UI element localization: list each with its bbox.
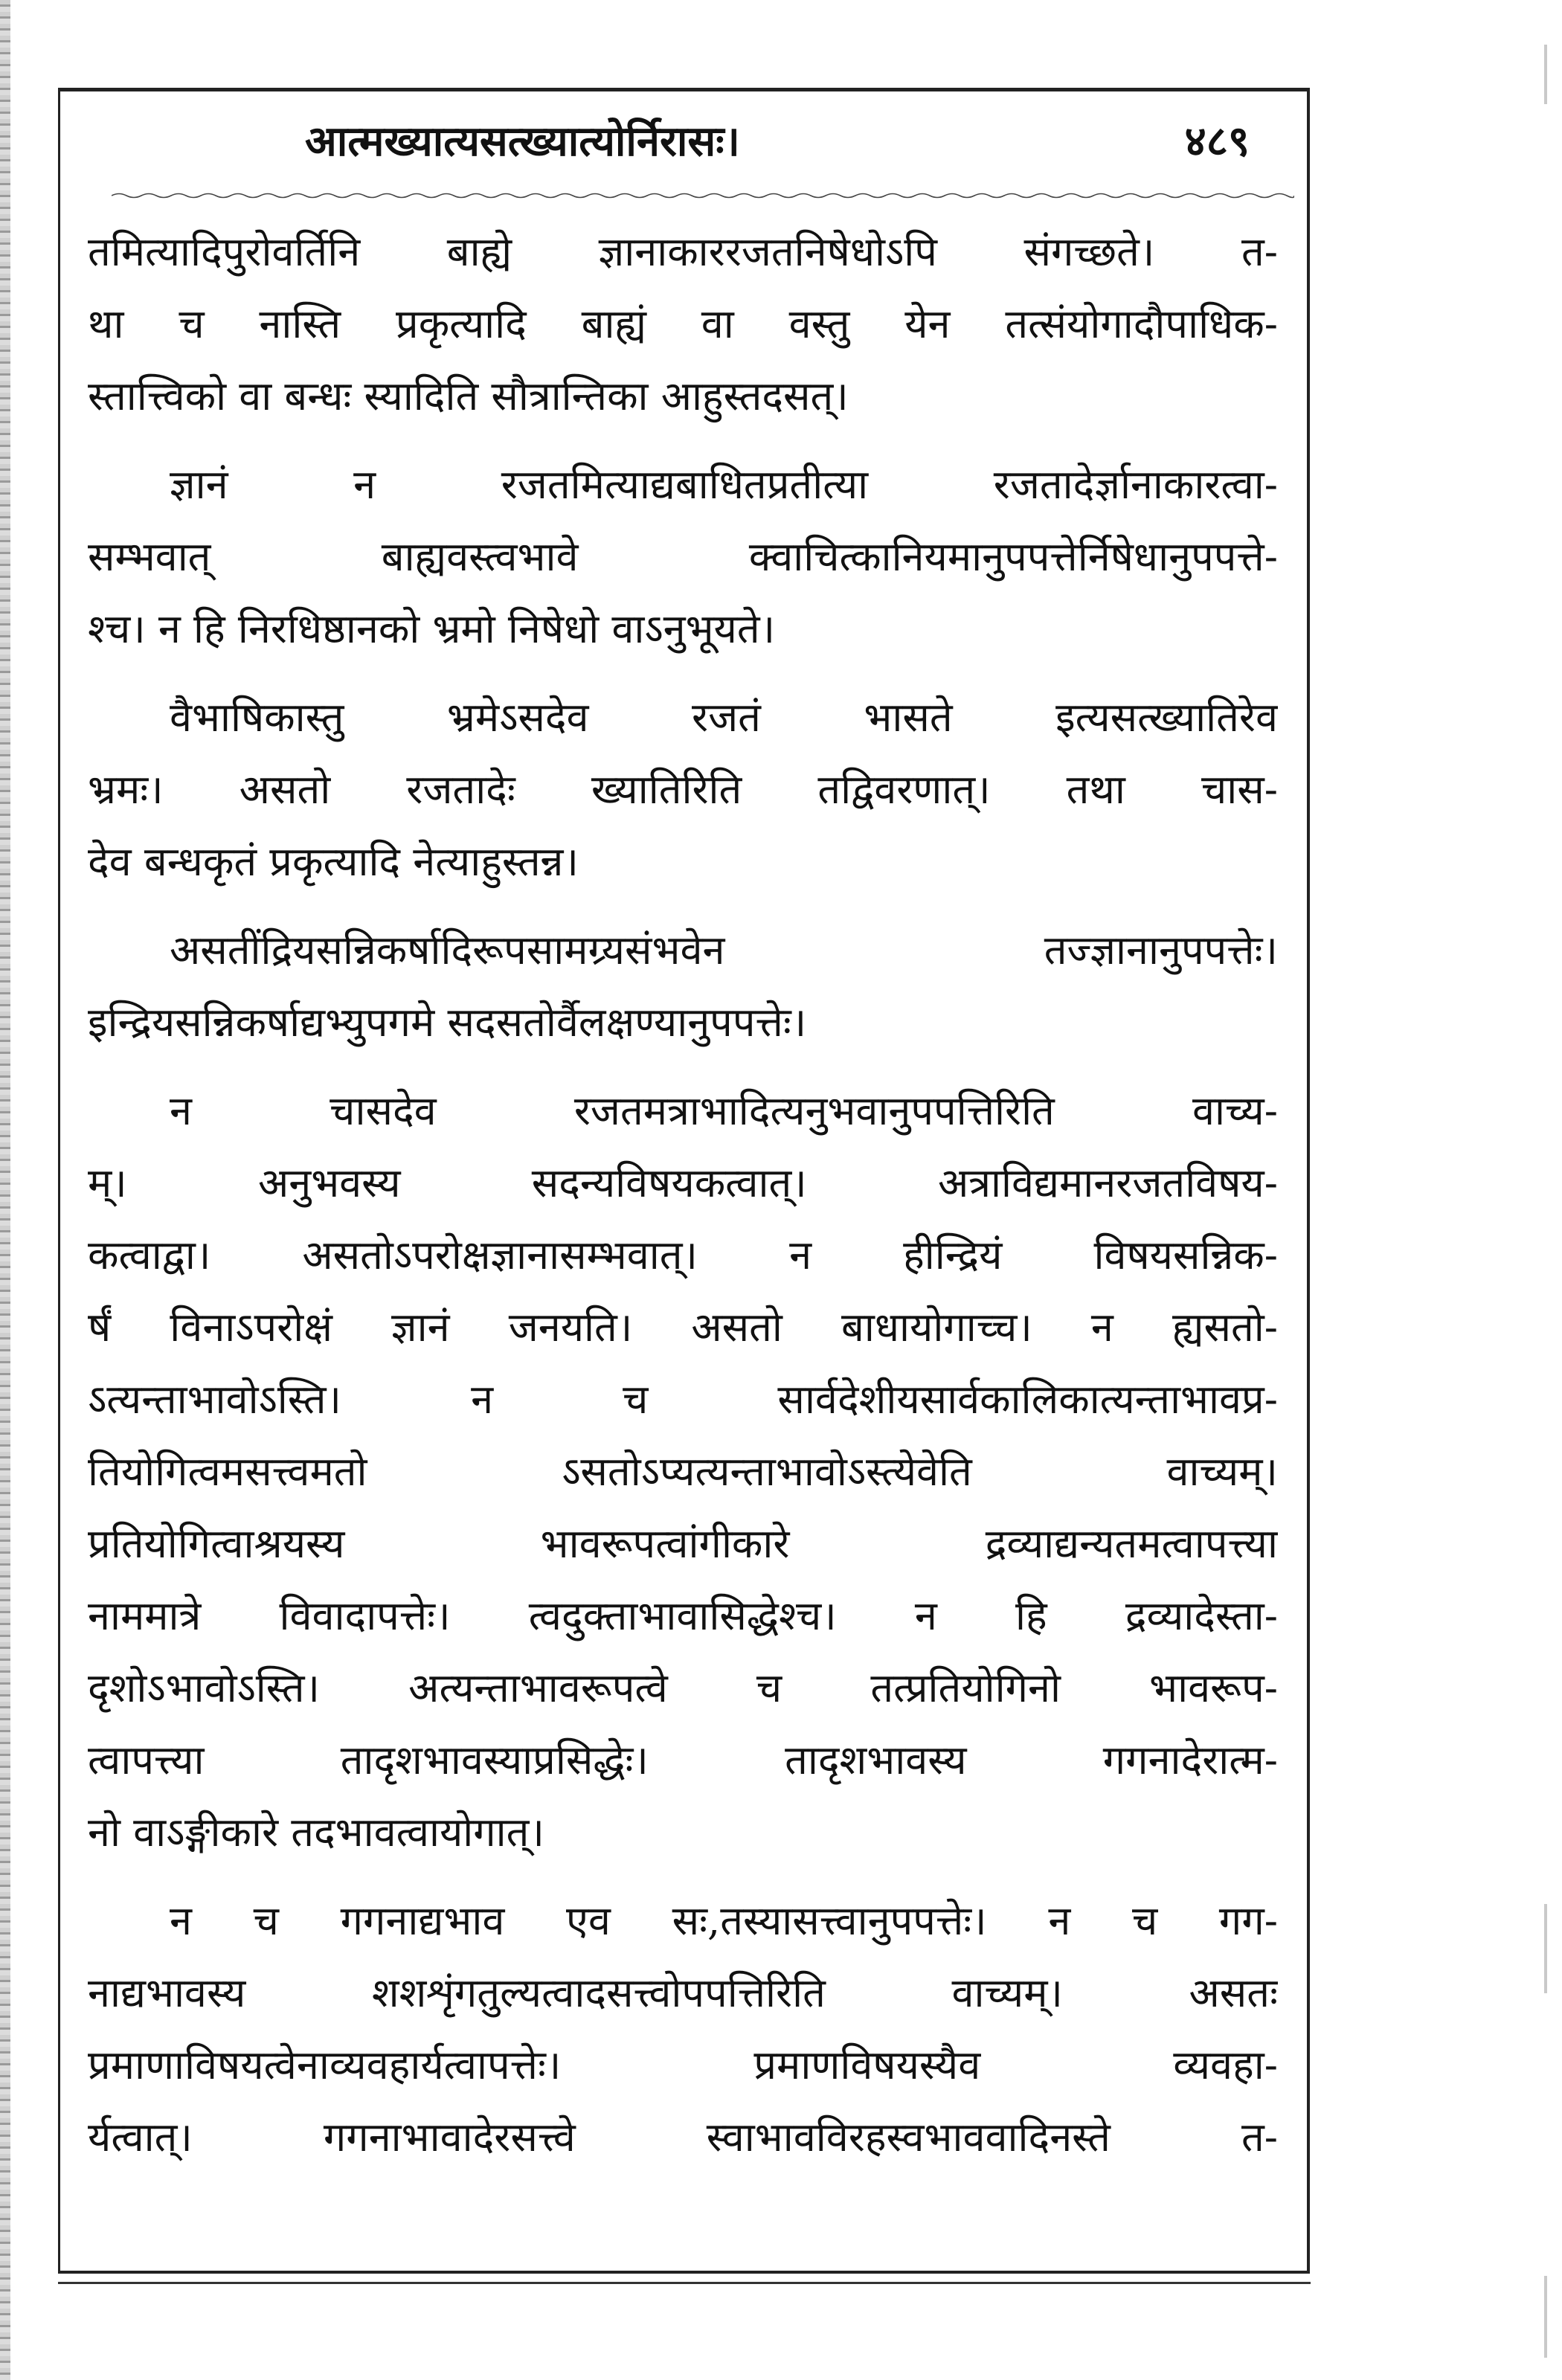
text-line: असतींद्रियसन्निकर्षादिरूपसामग्र्यसंभवेन तज्ज्ञानानुपपत्तेः।: [170, 927, 1278, 974]
text-line: म्। अनुभवस्य सदन्यविषयकत्वात्। अत्राविद्यमानरजतविषय-: [88, 1160, 1278, 1206]
text-line: भ्रमः। असतो रजतादेः ख्यातिरिति तद्विवरणात्। तथा चास-: [88, 766, 1278, 813]
scan-margin-mark: [1544, 45, 1547, 104]
text-line: श्च। न हि निरधिष्ठानको भ्रमो निषेधो वाऽनुभूयते।: [88, 605, 776, 652]
text-line: न च गगनाद्यभाव एव सः,तस्यासत्त्वानुपपत्तेः। न च गग-: [170, 1897, 1278, 1944]
text-line: प्रमाणाविषयत्वेनाव्यवहार्यत्वापत्तेः। प्रमाणविषयस्यैव व्यवहा-: [88, 2042, 1278, 2088]
text-line: कत्वाद्वा। असतोऽपरोक्षज्ञानासम्भवात्। न हीन्द्रियं विषयसन्निक-: [88, 1232, 1278, 1279]
scan-margin-mark: [1544, 2276, 1547, 2358]
text-line: ज्ञानं न रजतमित्याद्यबाधितप्रतीत्या रजतादेर्ज्ञानाकारत्वा-: [170, 461, 1278, 508]
text-line: था च नास्ति प्रकृत्यादि बाह्यं वा वस्तु येन तत्संयोगादौपाधिक-: [88, 300, 1278, 347]
paragraph: [88, 1885, 1278, 2173]
scan-edge-artifact: [0, 0, 10, 2380]
paragraph: [88, 448, 1278, 665]
text-line: तियोगित्वमसत्त्वमतो ऽसतोऽप्यत्यन्ताभावोऽस्त्येवेति वाच्यम्।: [88, 1448, 1278, 1495]
running-title: आत्मख्यात्यसत्ख्यात्योर्निरासः।: [305, 117, 740, 166]
text-line: दृशोऽभावोऽस्ति। अत्यन्ताभावरूपत्वे च तत्प्रतियोगिनो भावरूप-: [88, 1665, 1278, 1711]
text-line: त्वापत्त्या तादृशभावस्याप्रसिद्धेः। तादृशभावस्य गगनादेरात्म-: [88, 1737, 1278, 1784]
text-line: नाद्यभावस्य शशशृंगतुल्यत्वादसत्त्वोपपत्तिरिति वाच्यम्। असतः: [88, 1969, 1278, 2016]
text-line: तमित्यादिपुरोवर्तिनि बाह्ये ज्ञानाकाररजतनिषेधोऽपि संगच्छते। त-: [88, 228, 1278, 275]
bottom-rule: [58, 2282, 1311, 2284]
text-line: नाममात्रे विवादापत्तेः। त्वदुक्ताभावासिद्धेश्च। न हि द्रव्यादेस्ता-: [88, 1592, 1278, 1639]
page-number: ४८९: [1184, 117, 1250, 166]
text-line: इन्द्रियसन्निकर्षाद्यभ्युपगमे सदसतोर्वैलक्षण्यानुपपत्तेः।: [88, 999, 807, 1046]
paragraph: [88, 914, 1278, 1058]
text-line: वैभाषिकास्तु भ्रमेऽसदेव रजतं भासते इत्यसत्ख्यातिरेव: [170, 694, 1278, 741]
text-line: देव बन्धकृतं प्रकृत्यादि नेत्याहुस्तन्न।: [88, 838, 579, 885]
scan-margin-mark: [1544, 1904, 1547, 1993]
text-line: नो वाऽङ्गीकारे तदभावत्वायोगात्।: [88, 1809, 544, 1856]
text-line: स्तात्त्विको वा बन्धः स्यादिति सौत्रान्तिका आहुस्तदसत्।: [88, 373, 849, 419]
header-wavy-rule: [112, 192, 1294, 199]
text-line: प्रतियोगित्वाश्रयस्य भावरूपत्वांगीकारे द्रव्याद्यन्यतमत्वापत्त्या: [88, 1520, 1278, 1567]
page-header: [112, 112, 1272, 186]
text-line: र्षं विनाऽपरोक्षं ज्ञानं जनयति। असतो बाधायोगाच्च। न ह्यसतो-: [88, 1304, 1278, 1351]
body-text: [88, 216, 1278, 2173]
text-line: ऽत्यन्ताभावोऽस्ति। न च सार्वदेशीयसार्वकालिकात्यन्ताभावप्र-: [88, 1376, 1278, 1423]
text-line: र्यत्वात्। गगनाभावादेरसत्त्वे स्वाभावविरहस्वभाववादिनस्ते त-: [88, 2114, 1278, 2161]
paragraph: [88, 681, 1278, 898]
text-line: न चासदेव रजतमत्राभादित्यनुभवानुपपत्तिरिति वाच्य-: [170, 1087, 1278, 1134]
paragraph: [88, 1075, 1278, 1868]
text-line: सम्भवात् बाह्यवस्त्वभावे क्वाचित्कानियमानुपपत्तेर्निषेधानुपपत्ते-: [88, 533, 1278, 580]
paragraph: [88, 216, 1278, 432]
